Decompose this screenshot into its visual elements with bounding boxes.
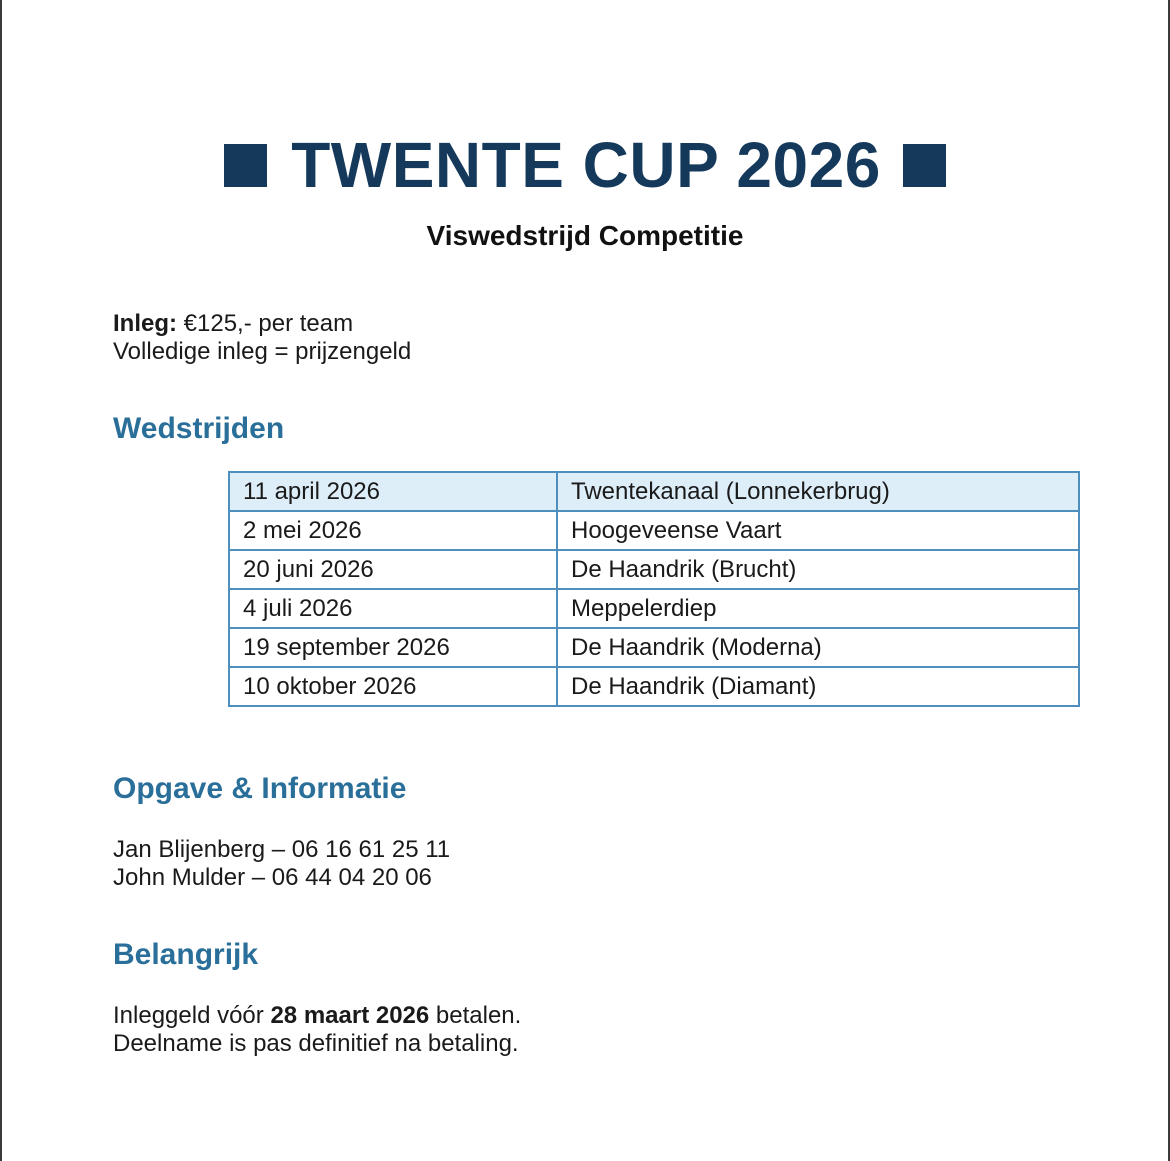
table-row (229, 628, 1079, 667)
schedule-location: Meppelerdiep (557, 589, 1079, 628)
table-row (229, 667, 1079, 706)
schedule-location: De Haandrik (Moderna) (557, 628, 1079, 667)
schedule-date: 2 mei 2026 (229, 511, 557, 550)
schedule-location: De Haandrik (Brucht) (557, 550, 1079, 589)
contacts-block (113, 836, 450, 892)
square-icon (224, 144, 267, 187)
section-heading-belangrijk: Belangrijk (113, 938, 259, 971)
deadline-date: 28 maart 2026 (270, 1002, 430, 1029)
schedule-location: Twentekanaal (Lonnekerbrug) (557, 472, 1079, 511)
participation-note: Deelname is pas definitief na betaling. (113, 1030, 519, 1057)
contact-line: John Mulder – 06 44 04 20 06 (113, 864, 432, 891)
page-title-text: TWENTE CUP 2026 (291, 129, 881, 201)
deadline-pre: Inleggeld vóór (113, 1002, 271, 1029)
table-row (229, 589, 1079, 628)
schedule-date: 10 oktober 2026 (229, 667, 557, 706)
square-icon (903, 144, 946, 187)
inleg-value: €125,- per team (177, 310, 354, 337)
inleg-block (113, 310, 411, 366)
inleg-label: Inleg: (113, 310, 177, 337)
table-row (229, 511, 1079, 550)
belangrijk-block (113, 1002, 521, 1058)
payment-deadline-line (113, 1002, 521, 1030)
inleg-note: Volledige inleg = prijzengeld (113, 338, 412, 365)
contact-line: Jan Blijenberg – 06 16 61 25 11 (113, 836, 451, 863)
page-title (224, 128, 946, 202)
inleg-line (113, 310, 411, 338)
subtitle: Viswedstrijd Competitie (426, 220, 744, 251)
schedule-date: 11 april 2026 (229, 472, 557, 511)
deadline-post: betalen. (429, 1002, 522, 1029)
table-row (229, 550, 1079, 589)
table-row (229, 472, 1079, 511)
section-heading-wedstrijden: Wedstrijden (113, 412, 285, 445)
schedule-table (228, 471, 1080, 707)
schedule-date: 20 juni 2026 (229, 550, 557, 589)
schedule-date: 19 september 2026 (229, 628, 557, 667)
schedule-date: 4 juli 2026 (229, 589, 557, 628)
schedule-location: Hoogeveense Vaart (557, 511, 1079, 550)
section-heading-opgave: Opgave & Informatie (113, 772, 407, 805)
title-row (0, 128, 1170, 202)
schedule-location: De Haandrik (Diamant) (557, 667, 1079, 706)
